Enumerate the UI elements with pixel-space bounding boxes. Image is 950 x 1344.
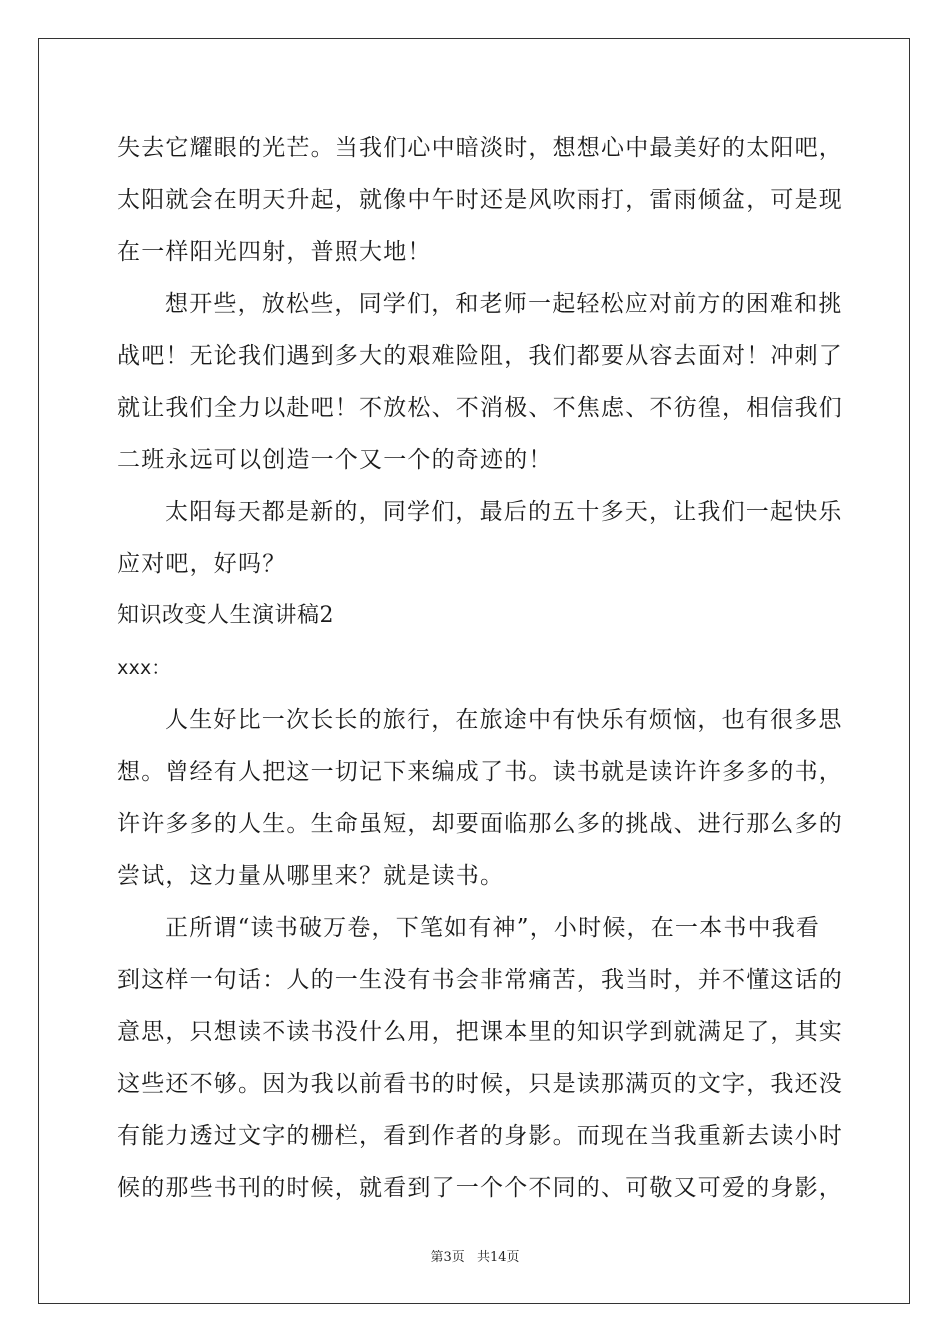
- text-line: 到这样一句话：人的一生没有书会非常痛苦，我当时，并不懂这话的: [117, 967, 843, 993]
- page-number: 第3页: [430, 1250, 465, 1265]
- text-line: 太阳就会在明天升起，就像中午时还是风吹雨打，雷雨倾盆，可是现: [117, 187, 843, 213]
- text-line: 想。曾经有人把这一切记下来编成了书。读书就是读许许多多的书，: [117, 759, 843, 785]
- paragraph-start-line: 太阳每天都是新的，同学们，最后的五十多天，让我们一起快乐: [165, 499, 843, 525]
- text-line: 候的那些书刊的时候，就看到了一个个不同的、可敬又可爱的身影，: [117, 1175, 843, 1201]
- page-total: 共14页: [476, 1250, 520, 1265]
- text-line: 在一样阳光四射，普照大地！: [117, 239, 432, 265]
- text-line: 有能力透过文字的栅栏，看到作者的身影。而现在当我重新去读小时: [117, 1123, 843, 1149]
- text-line: 战吧！无论我们遇到多大的艰难险阻，我们都要从容去面对！冲刺了: [117, 343, 843, 369]
- salutation: xxx：: [117, 657, 171, 679]
- text-line: 失去它耀眼的光芒。当我们心中暗淡时，想想心中最美好的太阳吧，: [117, 135, 843, 161]
- text-line: 应对吧，好吗？: [117, 551, 287, 577]
- section-heading: 知识改变人生演讲稿2: [117, 603, 334, 628]
- text-line: 尝试，这力量从哪里来？就是读书。: [117, 863, 505, 889]
- page-footer: [0, 1246, 950, 1265]
- text-line: 许许多多的人生。生命虽短，却要面临那么多的挑战、进行那么多的: [117, 811, 843, 837]
- paragraph-start-line: 想开些，放松些，同学们，和老师一起轻松应对前方的困难和挑: [165, 291, 843, 317]
- text-line: 二班永远可以创造一个又一个的奇迹的！: [117, 447, 553, 473]
- paragraph-start-line: 人生好比一次长长的旅行，在旅途中有快乐有烦恼，也有很多思: [165, 707, 843, 733]
- document-body: [117, 122, 843, 1214]
- text-line: 意思，只想读不读书没什么用，把课本里的知识学到就满足了，其实: [117, 1019, 843, 1045]
- text-line: 这些还不够。因为我以前看书的时候，只是读那满页的文字，我还没: [117, 1071, 843, 1097]
- text-line: 就让我们全力以赴吧！不放松、不消极、不焦虑、不彷徨，相信我们: [117, 395, 843, 421]
- paragraph-start-line: 正所谓“读书破万卷，下笔如有神”，小时候，在一本书中我看: [165, 915, 821, 941]
